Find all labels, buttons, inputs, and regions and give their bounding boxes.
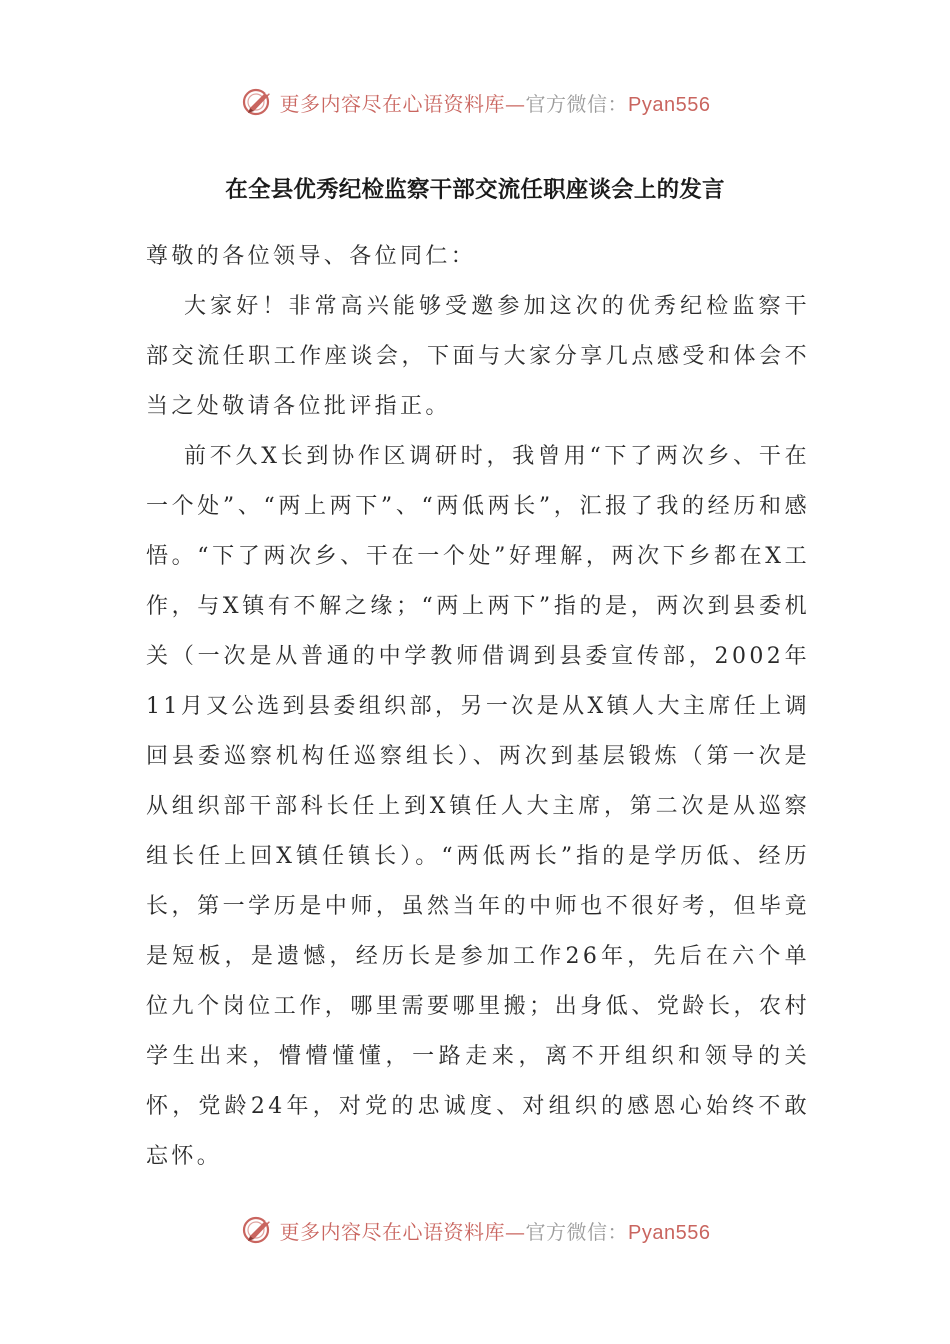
banner-official-label: 官方微信： bbox=[525, 1219, 629, 1244]
banner-text bbox=[280, 88, 711, 117]
document-body bbox=[146, 232, 810, 1182]
banner-dash: — bbox=[505, 91, 526, 116]
banner-wechat-id: Pyan556 bbox=[628, 93, 711, 116]
banner-official-label: 官方微信： bbox=[525, 91, 629, 116]
banner-wechat-id: Pyan556 bbox=[628, 1221, 711, 1244]
pen-logo-icon bbox=[240, 84, 276, 120]
pen-logo-icon bbox=[240, 1212, 276, 1248]
footer-banner bbox=[0, 1208, 950, 1252]
paragraph-1: 大家好！非常高兴能够受邀参加这次的优秀纪检监察干部交流任职工作座谈会，下面与大家分享几点感受和体会不当之处敬请各位批评指正。 bbox=[146, 294, 810, 419]
banner-main-text: 更多内容尽在心语资料库 bbox=[279, 91, 506, 116]
paragraph-2: 前不久X长到协作区调研时，我曾用“下了两次乡、干在一个处”、“两上两下”、“两低两长”，汇报了我的经历和感悟。“下了两次乡、干在一个处”好理解，两次下乡都在X工作，与X镇有不解之缘；“两上两下”指的是，两次到县委机关（一次是从普通的中学教师借调到县委宣传部，2002年11月又公选到县委组织部，另一次是从X镇人大主席任上调回县委巡察机构任巡察组长）、两次到基层锻炼（第一次是从组织部干部科长任上到X镇任人大主席，第二次是从巡察组长任上回X镇任镇长）。“两低两长”指的是学历低、经历长，第一学历是中师，虽然当年的中师也不很好考，但毕竟是短板，是遗憾，经历长是参加工作26年，先后在六个单位九个岗位工作，哪里需要哪里搬；出身低、党龄长，农村学生出来，懵懵懂懂，一路走来，离不开组织和领导的关怀，党龄24年，对党的忠诚度、对组织的感恩心始终不敢忘怀。 bbox=[146, 444, 810, 1169]
banner-main-text: 更多内容尽在心语资料库 bbox=[279, 1219, 506, 1244]
banner-text bbox=[280, 1216, 711, 1245]
salutation: 尊敬的各位领导、各位同仁： bbox=[146, 244, 477, 269]
banner-dash: — bbox=[505, 1219, 526, 1244]
document-title: 在全县优秀纪检监察干部交流任职座谈会上的发言 bbox=[225, 177, 725, 203]
header-banner bbox=[0, 80, 950, 124]
